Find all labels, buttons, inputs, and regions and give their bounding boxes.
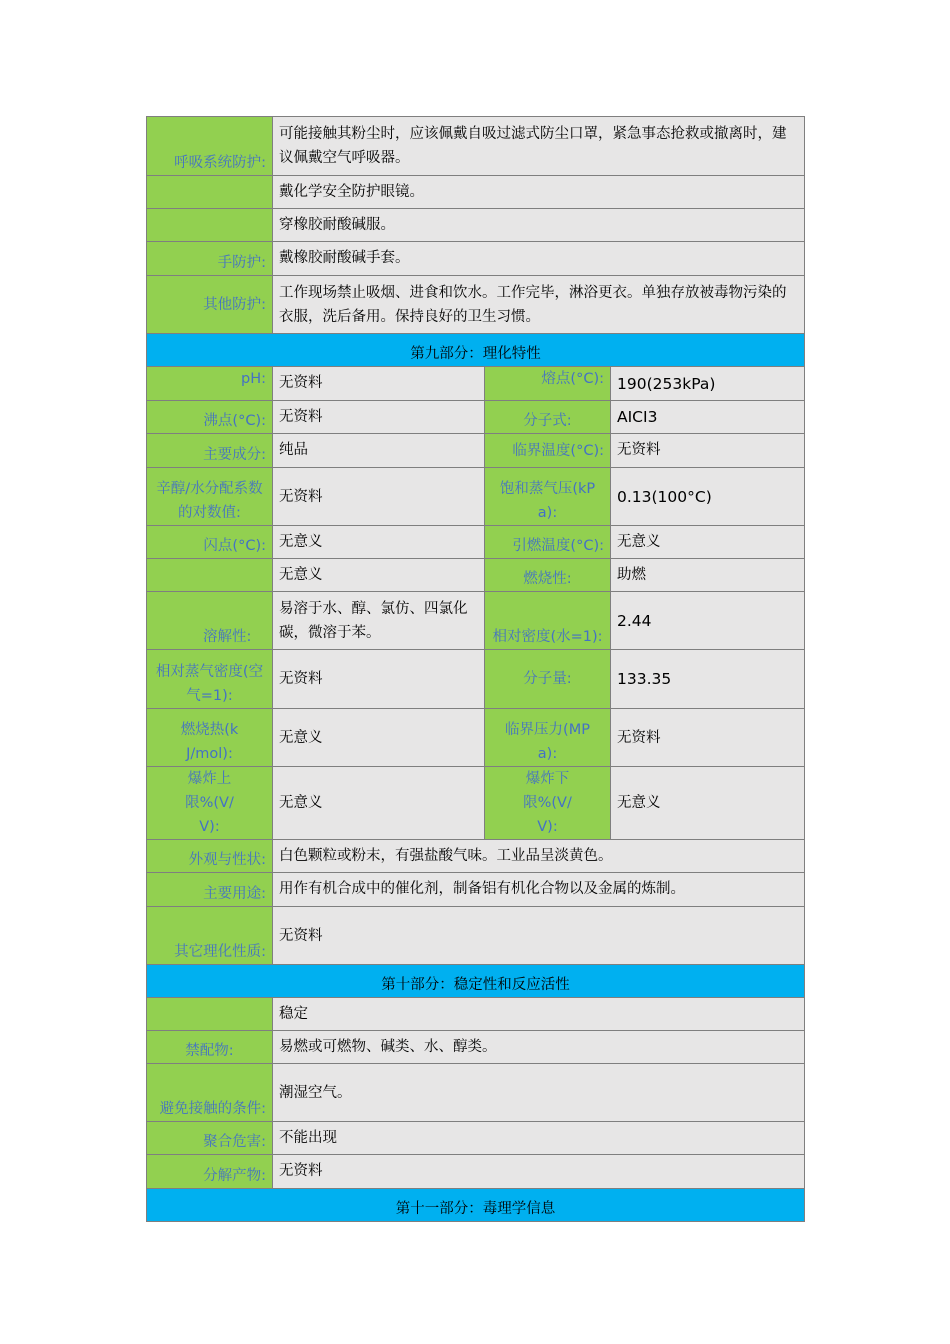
property-label: 相对蒸气密度(空气=1): bbox=[147, 650, 273, 709]
property-label: 溶解性: bbox=[147, 592, 273, 650]
property-row bbox=[147, 401, 805, 434]
property-row bbox=[147, 709, 805, 767]
property-value: 133.35 bbox=[611, 650, 805, 709]
protection-row bbox=[147, 176, 805, 209]
section-header bbox=[147, 334, 805, 367]
property-value: 无意义 bbox=[611, 526, 805, 559]
property-row bbox=[147, 767, 805, 840]
row-value: 稳定 bbox=[273, 998, 805, 1031]
msds-table bbox=[146, 116, 805, 1222]
row-label: 呼吸系统防护: bbox=[147, 117, 273, 176]
row-value: 易燃或可燃物、碱类、水、醇类。 bbox=[273, 1031, 805, 1064]
property-value: 无意义 bbox=[273, 709, 485, 767]
property-value: 无意义 bbox=[273, 559, 485, 592]
row-label: 避免接触的条件: bbox=[147, 1064, 273, 1122]
stability-row bbox=[147, 1064, 805, 1122]
property-label: 辛醇/水分配系数的对数值: bbox=[147, 468, 273, 526]
property-label: 临界温度(°C): bbox=[485, 434, 611, 468]
property-label: 沸点(°C): bbox=[147, 401, 273, 434]
property-full-row bbox=[147, 840, 805, 873]
property-label: 爆炸下限%(V/V): bbox=[485, 767, 611, 840]
row-value: 戴橡胶耐酸碱手套。 bbox=[273, 242, 805, 276]
row-label: 手防护: bbox=[147, 242, 273, 276]
property-value: 0.13(100°C) bbox=[611, 468, 805, 526]
property-label: 饱和蒸气压(kPa): bbox=[485, 468, 611, 526]
property-label: 分子式: bbox=[485, 401, 611, 434]
protection-row bbox=[147, 117, 805, 176]
protection-row bbox=[147, 276, 805, 334]
stability-row bbox=[147, 998, 805, 1031]
property-value: 无意义 bbox=[273, 526, 485, 559]
property-value: 无资料 bbox=[273, 367, 485, 401]
property-row bbox=[147, 434, 805, 468]
row-label: 禁配物: bbox=[147, 1031, 273, 1064]
property-value: 190(253kPa) bbox=[611, 367, 805, 401]
row-value: 不能出现 bbox=[273, 1122, 805, 1155]
property-label: 闪点(°C): bbox=[147, 526, 273, 559]
property-value: 无资料 bbox=[611, 434, 805, 468]
property-value: 纯品 bbox=[273, 434, 485, 468]
row-label: 分解产物: bbox=[147, 1155, 273, 1189]
protection-row bbox=[147, 209, 805, 242]
property-value: 无资料 bbox=[273, 401, 485, 434]
property-label: 燃烧热(kJ/mol): bbox=[147, 709, 273, 767]
row-label bbox=[147, 176, 273, 209]
section-header bbox=[147, 965, 805, 998]
property-label: 临界压力(MPa): bbox=[485, 709, 611, 767]
property-label: 分子量: bbox=[485, 650, 611, 709]
stability-row bbox=[147, 1155, 805, 1189]
property-row bbox=[147, 592, 805, 650]
property-value: 易溶于水、醇、氯仿、四氯化碳，微溶于苯。 bbox=[273, 592, 485, 650]
property-label: 引燃温度(°C): bbox=[485, 526, 611, 559]
stability-row bbox=[147, 1122, 805, 1155]
section-title: 第九部分：理化特性 bbox=[147, 334, 805, 367]
row-value: 可能接触其粉尘时，应该佩戴自吸过滤式防尘口罩，紧急事态抢救或撤离时，建议佩戴空气呼吸器。 bbox=[273, 117, 805, 176]
property-value: 无资料 bbox=[273, 650, 485, 709]
section-title: 第十部分：稳定性和反应活性 bbox=[147, 965, 805, 998]
property-label: pH: bbox=[147, 367, 273, 401]
property-value: 无资料 bbox=[611, 709, 805, 767]
section-header bbox=[147, 1189, 805, 1222]
row-label bbox=[147, 209, 273, 242]
property-value: 助燃 bbox=[611, 559, 805, 592]
row-value: 无资料 bbox=[273, 1155, 805, 1189]
property-label: 主要用途: bbox=[147, 873, 273, 907]
property-row bbox=[147, 559, 805, 592]
row-label: 其他防护: bbox=[147, 276, 273, 334]
property-value: 白色颗粒或粉末，有强盐酸气味。工业品呈淡黄色。 bbox=[273, 840, 805, 873]
property-value: 无意义 bbox=[611, 767, 805, 840]
property-label bbox=[147, 559, 273, 592]
property-row bbox=[147, 650, 805, 709]
row-label: 聚合危害: bbox=[147, 1122, 273, 1155]
property-label: 燃烧性: bbox=[485, 559, 611, 592]
row-value: 戴化学安全防护眼镜。 bbox=[273, 176, 805, 209]
row-label bbox=[147, 998, 273, 1031]
property-label: 主要成分: bbox=[147, 434, 273, 468]
property-label: 其它理化性质: bbox=[147, 907, 273, 965]
msds-table-page bbox=[146, 116, 804, 1222]
property-value: 无意义 bbox=[273, 767, 485, 840]
property-label: 相对密度(水=1): bbox=[485, 592, 611, 650]
property-row bbox=[147, 367, 805, 401]
row-value: 穿橡胶耐酸碱服。 bbox=[273, 209, 805, 242]
property-value: 2.44 bbox=[611, 592, 805, 650]
property-value: 无资料 bbox=[273, 907, 805, 965]
protection-row bbox=[147, 242, 805, 276]
property-label: 熔点(°C): bbox=[485, 367, 611, 401]
property-label: 爆炸上限%(V/V): bbox=[147, 767, 273, 840]
row-value: 潮湿空气。 bbox=[273, 1064, 805, 1122]
property-value: 无资料 bbox=[273, 468, 485, 526]
property-full-row bbox=[147, 873, 805, 907]
section-title: 第十一部分：毒理学信息 bbox=[147, 1189, 805, 1222]
property-row bbox=[147, 468, 805, 526]
row-value: 工作现场禁止吸烟、进食和饮水。工作完毕，淋浴更衣。单独存放被毒物污染的衣服，洗后备用。保持良好的卫生习惯。 bbox=[273, 276, 805, 334]
property-row bbox=[147, 526, 805, 559]
property-value: 用作有机合成中的催化剂，制备铝有机化合物以及金属的炼制。 bbox=[273, 873, 805, 907]
property-full-row bbox=[147, 907, 805, 965]
property-value: AICI3 bbox=[611, 401, 805, 434]
property-label: 外观与性状: bbox=[147, 840, 273, 873]
stability-row bbox=[147, 1031, 805, 1064]
